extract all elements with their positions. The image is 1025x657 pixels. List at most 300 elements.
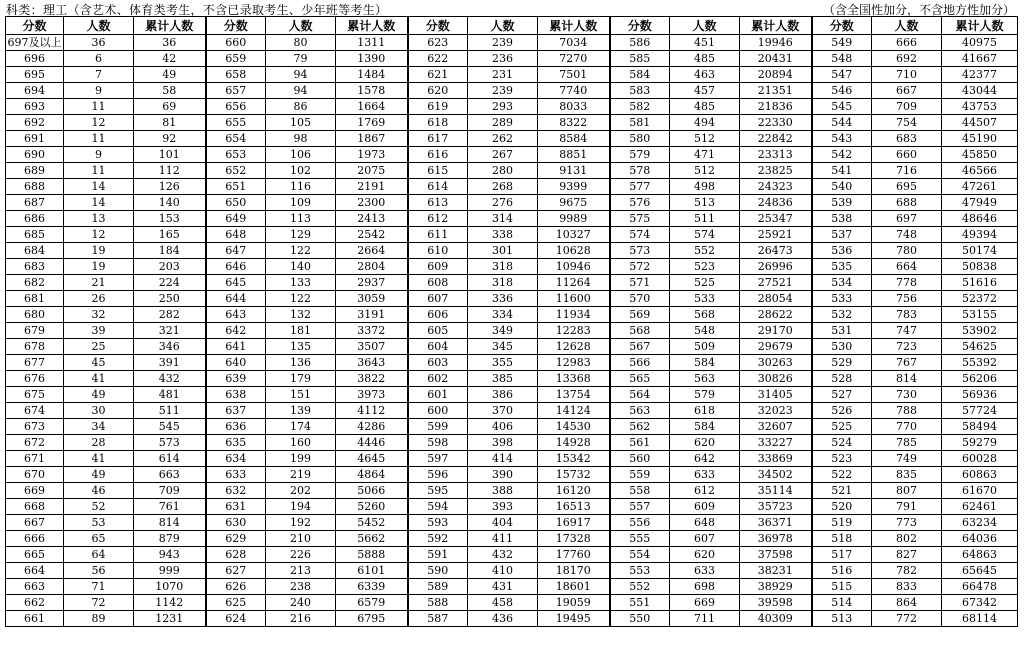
table-cell: 404 <box>468 515 538 531</box>
table-cell: 674 <box>6 403 64 419</box>
table-cell: 785 <box>872 435 942 451</box>
table-cell: 26473 <box>740 243 812 259</box>
table-cell: 563 <box>610 403 670 419</box>
table-cell: 512 <box>670 131 740 147</box>
table-cell: 58 <box>134 83 206 99</box>
table-cell: 21836 <box>740 99 812 115</box>
table-cell: 535 <box>812 259 872 275</box>
table-cell: 584 <box>670 419 740 435</box>
table-cell: 194 <box>266 499 336 515</box>
table-cell: 4112 <box>336 403 408 419</box>
table-cell: 8033 <box>538 99 610 115</box>
table-cell: 672 <box>6 435 64 451</box>
table-cell: 410 <box>468 563 538 579</box>
table-cell: 226 <box>266 547 336 563</box>
table-cell: 543 <box>812 131 872 147</box>
table-cell: 66478 <box>942 579 1018 595</box>
table-cell: 62461 <box>942 499 1018 515</box>
table-cell: 628 <box>206 547 266 563</box>
table-cell: 28 <box>64 435 134 451</box>
table-row <box>6 99 1018 115</box>
table-cell: 336 <box>468 291 538 307</box>
table-cell: 511 <box>134 403 206 419</box>
table-row <box>6 259 1018 275</box>
table-cell: 514 <box>812 595 872 611</box>
table-cell: 627 <box>206 563 266 579</box>
table-cell: 523 <box>812 451 872 467</box>
table-cell: 293 <box>468 99 538 115</box>
table-cell: 47949 <box>942 195 1018 211</box>
table-cell: 879 <box>134 531 206 547</box>
table-cell: 385 <box>468 371 538 387</box>
table-row <box>6 83 1018 99</box>
table-cell: 664 <box>6 563 64 579</box>
table-cell: 8851 <box>538 147 610 163</box>
table-cell: 657 <box>206 83 266 99</box>
table-cell: 33227 <box>740 435 812 451</box>
table-cell: 181 <box>266 323 336 339</box>
table-cell: 663 <box>134 467 206 483</box>
column-header: 累计人数 <box>942 17 1018 35</box>
table-cell: 584 <box>670 355 740 371</box>
table-cell: 22330 <box>740 115 812 131</box>
table-cell: 63234 <box>942 515 1018 531</box>
table-cell: 646 <box>206 259 266 275</box>
table-cell: 524 <box>812 435 872 451</box>
table-cell: 549 <box>812 35 872 51</box>
table-row <box>6 435 1018 451</box>
table-cell: 33869 <box>740 451 812 467</box>
table-cell: 571 <box>610 275 670 291</box>
table-cell: 748 <box>872 227 942 243</box>
table-cell: 527 <box>812 387 872 403</box>
table-cell: 597 <box>408 451 468 467</box>
table-cell: 485 <box>670 51 740 67</box>
table-cell: 539 <box>812 195 872 211</box>
table-cell: 548 <box>812 51 872 67</box>
table-cell: 671 <box>6 451 64 467</box>
table-cell: 1231 <box>134 611 206 627</box>
table-cell: 554 <box>610 547 670 563</box>
table-cell: 11264 <box>538 275 610 291</box>
table-cell: 659 <box>206 51 266 67</box>
table-cell: 639 <box>206 371 266 387</box>
table-cell: 18601 <box>538 579 610 595</box>
table-cell: 355 <box>468 355 538 371</box>
table-cell: 21351 <box>740 83 812 99</box>
table-cell: 68114 <box>942 611 1018 627</box>
table-cell: 696 <box>6 51 64 67</box>
table-cell: 1769 <box>336 115 408 131</box>
table-cell: 32023 <box>740 403 812 419</box>
table-cell: 662 <box>6 595 64 611</box>
table-cell: 2300 <box>336 195 408 211</box>
table-cell: 105 <box>266 115 336 131</box>
table-cell: 451 <box>670 35 740 51</box>
table-cell: 531 <box>812 323 872 339</box>
table-cell: 436 <box>468 611 538 627</box>
table-cell: 136 <box>266 355 336 371</box>
table-cell: 12 <box>64 115 134 131</box>
column-header: 分数 <box>812 17 872 35</box>
table-cell: 53902 <box>942 323 1018 339</box>
table-cell: 7034 <box>538 35 610 51</box>
table-cell: 579 <box>670 387 740 403</box>
table-cell: 1070 <box>134 579 206 595</box>
table-cell: 537 <box>812 227 872 243</box>
table-cell: 21 <box>64 275 134 291</box>
table-row <box>6 147 1018 163</box>
table-cell: 239 <box>468 83 538 99</box>
table-cell: 46 <box>64 483 134 499</box>
table-cell: 594 <box>408 499 468 515</box>
table-cell: 498 <box>670 179 740 195</box>
table-cell: 788 <box>872 403 942 419</box>
table-cell: 612 <box>408 211 468 227</box>
table-cell: 615 <box>408 163 468 179</box>
table-cell: 604 <box>408 339 468 355</box>
table-cell: 620 <box>408 83 468 99</box>
bonus-note: （含全国性加分，不含地方性加分） <box>822 3 1015 17</box>
table-cell: 778 <box>872 275 942 291</box>
table-cell: 564 <box>610 387 670 403</box>
table-cell: 596 <box>408 467 468 483</box>
table-cell: 15342 <box>538 451 610 467</box>
table-cell: 2937 <box>336 275 408 291</box>
table-row <box>6 243 1018 259</box>
table-cell: 658 <box>206 67 266 83</box>
table-cell: 600 <box>408 403 468 419</box>
table-cell: 643 <box>206 307 266 323</box>
table-cell: 642 <box>206 323 266 339</box>
table-cell: 14 <box>64 179 134 195</box>
table-cell: 393 <box>468 499 538 515</box>
table-cell: 388 <box>468 483 538 499</box>
table-cell: 54625 <box>942 339 1018 355</box>
table-cell: 580 <box>610 131 670 147</box>
table-cell: 14124 <box>538 403 610 419</box>
table-cell: 664 <box>872 259 942 275</box>
table-cell: 1973 <box>336 147 408 163</box>
header-line <box>0 0 1025 16</box>
table-cell: 517 <box>812 547 872 563</box>
table-cell: 583 <box>610 83 670 99</box>
table-cell: 34502 <box>740 467 812 483</box>
table-cell: 548 <box>670 323 740 339</box>
table-cell: 6 <box>64 51 134 67</box>
table-cell: 827 <box>872 547 942 563</box>
table-cell: 1484 <box>336 67 408 83</box>
table-cell: 610 <box>408 243 468 259</box>
table-cell: 653 <box>206 147 266 163</box>
table-cell: 44507 <box>942 115 1018 131</box>
table-cell: 669 <box>670 595 740 611</box>
table-cell: 814 <box>134 515 206 531</box>
table-cell: 116 <box>266 179 336 195</box>
table-cell: 593 <box>408 515 468 531</box>
table-row <box>6 467 1018 483</box>
table-body <box>6 35 1018 627</box>
table-cell: 516 <box>812 563 872 579</box>
table-cell: 7270 <box>538 51 610 67</box>
table-cell: 48646 <box>942 211 1018 227</box>
table-cell: 678 <box>6 339 64 355</box>
table-cell: 607 <box>408 291 468 307</box>
table-cell: 25347 <box>740 211 812 227</box>
table-cell: 79 <box>266 51 336 67</box>
table-cell: 42 <box>134 51 206 67</box>
table-cell: 140 <box>266 259 336 275</box>
table-cell: 92 <box>134 131 206 147</box>
table-cell: 38929 <box>740 579 812 595</box>
table-cell: 688 <box>6 179 64 195</box>
table-cell: 30 <box>64 403 134 419</box>
table-cell: 835 <box>872 467 942 483</box>
table-cell: 538 <box>812 211 872 227</box>
table-cell: 219 <box>266 467 336 483</box>
table-cell: 36371 <box>740 515 812 531</box>
table-cell: 10946 <box>538 259 610 275</box>
table-cell: 511 <box>670 211 740 227</box>
table-cell: 129 <box>266 227 336 243</box>
table-cell: 224 <box>134 275 206 291</box>
table-cell: 56206 <box>942 371 1018 387</box>
table-cell: 681 <box>6 291 64 307</box>
table-cell: 693 <box>6 99 64 115</box>
table-cell: 533 <box>812 291 872 307</box>
table-cell: 49 <box>134 67 206 83</box>
table-cell: 16120 <box>538 483 610 499</box>
table-cell: 27521 <box>740 275 812 291</box>
table-cell: 59279 <box>942 435 1018 451</box>
table-cell: 566 <box>610 355 670 371</box>
table-cell: 574 <box>610 227 670 243</box>
table-cell: 560 <box>610 451 670 467</box>
table-cell: 56 <box>64 563 134 579</box>
table-cell: 89 <box>64 611 134 627</box>
table-cell: 398 <box>468 435 538 451</box>
table-cell: 568 <box>610 323 670 339</box>
table-cell: 122 <box>266 291 336 307</box>
table-cell: 24836 <box>740 195 812 211</box>
table-cell: 39 <box>64 323 134 339</box>
table-cell: 623 <box>408 35 468 51</box>
table-cell: 43044 <box>942 83 1018 99</box>
table-cell: 651 <box>206 179 266 195</box>
table-row <box>6 403 1018 419</box>
table-cell: 3059 <box>336 291 408 307</box>
table-cell: 584 <box>610 67 670 83</box>
table-cell: 140 <box>134 195 206 211</box>
table-cell: 25 <box>64 339 134 355</box>
table-cell: 53155 <box>942 307 1018 323</box>
table-cell: 756 <box>872 291 942 307</box>
table-row <box>6 547 1018 563</box>
table-cell: 644 <box>206 291 266 307</box>
table-cell: 80 <box>266 35 336 51</box>
table-cell: 139 <box>266 403 336 419</box>
table-cell: 216 <box>266 611 336 627</box>
table-row <box>6 323 1018 339</box>
table-row <box>6 579 1018 595</box>
table-cell: 29170 <box>740 323 812 339</box>
table-cell: 4645 <box>336 451 408 467</box>
table-cell: 642 <box>670 451 740 467</box>
table-cell: 591 <box>408 547 468 563</box>
table-cell: 645 <box>206 275 266 291</box>
table-cell: 587 <box>408 611 468 627</box>
table-cell: 661 <box>6 611 64 627</box>
table-cell: 709 <box>134 483 206 499</box>
table-cell: 24323 <box>740 179 812 195</box>
table-cell: 432 <box>468 547 538 563</box>
table-cell: 565 <box>610 371 670 387</box>
table-cell: 599 <box>408 419 468 435</box>
table-cell: 349 <box>468 323 538 339</box>
column-header: 分数 <box>6 17 64 35</box>
column-header: 人数 <box>872 17 942 35</box>
table-cell: 13 <box>64 211 134 227</box>
table-cell: 65645 <box>942 563 1018 579</box>
table-cell: 432 <box>134 371 206 387</box>
table-cell: 122 <box>266 243 336 259</box>
table-cell: 12983 <box>538 355 610 371</box>
table-cell: 695 <box>872 179 942 195</box>
table-cell: 609 <box>670 499 740 515</box>
table-cell: 485 <box>670 99 740 115</box>
table-cell: 17760 <box>538 547 610 563</box>
table-cell: 19 <box>64 243 134 259</box>
table-row <box>6 275 1018 291</box>
table-cell: 694 <box>6 83 64 99</box>
table-cell: 101 <box>134 147 206 163</box>
table-cell: 14928 <box>538 435 610 451</box>
table-cell: 666 <box>6 531 64 547</box>
table-cell: 552 <box>670 243 740 259</box>
table-cell: 570 <box>610 291 670 307</box>
table-cell: 289 <box>468 115 538 131</box>
table-cell: 60863 <box>942 467 1018 483</box>
table-cell: 608 <box>408 275 468 291</box>
table-cell: 321 <box>134 323 206 339</box>
table-cell: 2191 <box>336 179 408 195</box>
table-cell: 5260 <box>336 499 408 515</box>
table-cell: 782 <box>872 563 942 579</box>
table-cell: 64863 <box>942 547 1018 563</box>
table-cell: 40975 <box>942 35 1018 51</box>
table-cell: 676 <box>6 371 64 387</box>
table-cell: 582 <box>610 99 670 115</box>
table-cell: 617 <box>408 131 468 147</box>
table-cell: 770 <box>872 419 942 435</box>
table-cell: 723 <box>872 339 942 355</box>
table-cell: 69 <box>134 99 206 115</box>
table-cell: 513 <box>812 611 872 627</box>
table-cell: 72 <box>64 595 134 611</box>
category-note: 科类：理工（含艺术、体育类考生，不含已录取考生、少年班等考生） <box>6 3 388 17</box>
table-cell: 5452 <box>336 515 408 531</box>
table-cell: 34 <box>64 419 134 435</box>
table-cell: 9131 <box>538 163 610 179</box>
table-cell: 637 <box>206 403 266 419</box>
table-cell: 231 <box>468 67 538 83</box>
table-cell: 525 <box>812 419 872 435</box>
table-cell: 791 <box>872 499 942 515</box>
table-cell: 773 <box>872 515 942 531</box>
table-cell: 14 <box>64 195 134 211</box>
table-cell: 26 <box>64 291 134 307</box>
table-cell: 106 <box>266 147 336 163</box>
table-cell: 370 <box>468 403 538 419</box>
table-cell: 239 <box>468 35 538 51</box>
table-cell: 17328 <box>538 531 610 547</box>
table-cell: 102 <box>266 163 336 179</box>
table-cell: 4864 <box>336 467 408 483</box>
table-cell: 761 <box>134 499 206 515</box>
table-cell: 613 <box>408 195 468 211</box>
table-cell: 471 <box>670 147 740 163</box>
table-cell: 513 <box>670 195 740 211</box>
table-cell: 611 <box>408 227 468 243</box>
table-cell: 210 <box>266 531 336 547</box>
table-cell: 522 <box>812 467 872 483</box>
table-cell: 807 <box>872 483 942 499</box>
table-cell: 688 <box>872 195 942 211</box>
table-cell: 509 <box>670 339 740 355</box>
table-cell: 282 <box>134 307 206 323</box>
table-cell: 814 <box>872 371 942 387</box>
table-cell: 179 <box>266 371 336 387</box>
table-cell: 19059 <box>538 595 610 611</box>
table-cell: 709 <box>872 99 942 115</box>
table-cell: 634 <box>206 451 266 467</box>
table-cell: 943 <box>134 547 206 563</box>
table-cell: 2413 <box>336 211 408 227</box>
table-cell: 603 <box>408 355 468 371</box>
column-header: 人数 <box>468 17 538 35</box>
table-cell: 391 <box>134 355 206 371</box>
table-cell: 710 <box>872 67 942 83</box>
table-row <box>6 371 1018 387</box>
table-cell: 567 <box>610 339 670 355</box>
table-cell: 747 <box>872 323 942 339</box>
table-cell: 692 <box>6 115 64 131</box>
table-row <box>6 515 1018 531</box>
table-cell: 523 <box>670 259 740 275</box>
table-cell: 238 <box>266 579 336 595</box>
table-cell: 64 <box>64 547 134 563</box>
table-cell: 640 <box>206 355 266 371</box>
table-cell: 666 <box>872 35 942 51</box>
table-cell: 650 <box>206 195 266 211</box>
table-header-row <box>6 17 1018 35</box>
table-cell: 1578 <box>336 83 408 99</box>
table-cell: 56936 <box>942 387 1018 403</box>
table-cell: 555 <box>610 531 670 547</box>
table-cell: 37598 <box>740 547 812 563</box>
table-row <box>6 163 1018 179</box>
table-cell: 30263 <box>740 355 812 371</box>
table-cell: 618 <box>670 403 740 419</box>
table-row <box>6 355 1018 371</box>
table-cell: 35723 <box>740 499 812 515</box>
table-cell: 590 <box>408 563 468 579</box>
table-cell: 42377 <box>942 67 1018 83</box>
table-cell: 19 <box>64 259 134 275</box>
table-cell: 20894 <box>740 67 812 83</box>
table-cell: 660 <box>206 35 266 51</box>
table-cell: 711 <box>670 611 740 627</box>
